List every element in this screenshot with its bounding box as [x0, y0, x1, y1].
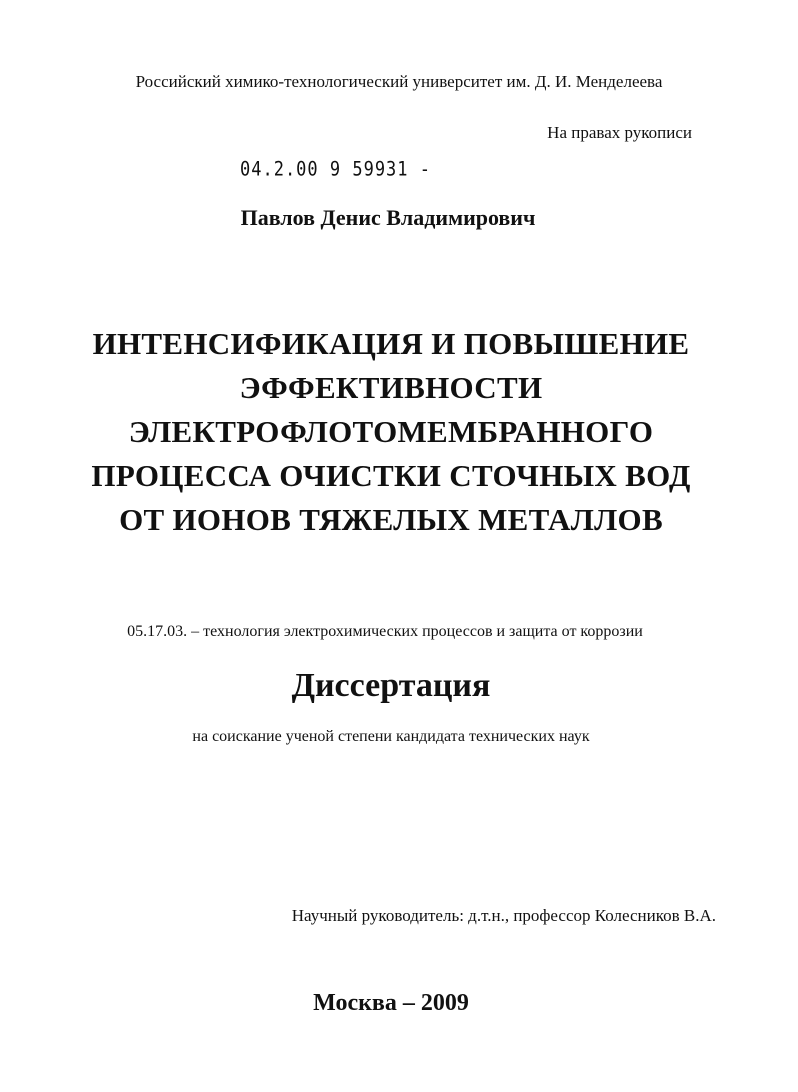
registration-stamp: 04.2.00 9 59931 -: [240, 158, 431, 181]
specialty-code: 05.17.03. – технология электрохимических процессов и защита от коррозии: [127, 623, 643, 640]
title-line: ПРОЦЕССА ОЧИСТКИ СТОЧНЫХ ВОД: [91, 458, 691, 493]
degree-statement: на соискание ученой степени кандидата технических наук: [192, 728, 590, 745]
dissertation-title: [0, 322, 782, 542]
author-name: Павлов Денис Владимирович: [240, 205, 536, 230]
scientific-supervisor: Научный руководитель: д.т.н., профессор Колесников В.А.: [291, 906, 716, 925]
title-line: ЭФФЕКТИВНОСТИ: [239, 370, 543, 405]
title-line: ОТ ИОНОВ ТЯЖЕЛЫХ МЕТАЛЛОВ: [119, 502, 663, 537]
city-year: Москва – 2009: [313, 990, 469, 1016]
manuscript-note: На правах рукописи: [547, 123, 692, 142]
title-line: ИНТЕНСИФИКАЦИЯ И ПОВЫШЕНИЕ: [92, 326, 690, 361]
title-line: ЭЛЕКТРОФЛОТОМЕМБРАННОГО: [128, 414, 654, 449]
document-type: Диссертация: [291, 667, 491, 704]
university-name: Российский химико-технологический университет им. Д. И. Менделеева: [135, 72, 663, 91]
